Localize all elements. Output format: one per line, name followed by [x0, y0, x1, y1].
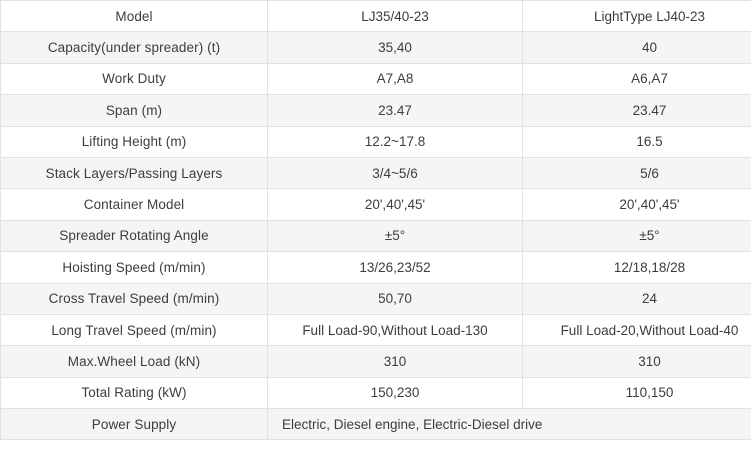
table-row: [1, 95, 751, 126]
row-label: Capacity(under spreader) (t): [1, 32, 268, 63]
row-value-model-a: A7,A8: [268, 63, 523, 94]
row-label: Hoisting Speed (m/min): [1, 252, 268, 283]
row-label: Container Model: [1, 189, 268, 220]
row-value-model-a: 310: [268, 346, 523, 377]
row-value-model-b: 5/6: [523, 157, 751, 188]
table-body: [1, 1, 751, 440]
row-value-model-b: A6,A7: [523, 63, 751, 94]
row-value-model-a: 20',40',45': [268, 189, 523, 220]
table-row: [1, 346, 751, 377]
row-label: Power Supply: [1, 409, 268, 440]
row-label: Stack Layers/Passing Layers: [1, 157, 268, 188]
table-row: [1, 189, 751, 220]
row-value-model-b: 23.47: [523, 95, 751, 126]
row-label: Max.Wheel Load (kN): [1, 346, 268, 377]
row-label: Model: [1, 1, 268, 32]
row-value-model-a: 12.2~17.8: [268, 126, 523, 157]
table-row: [1, 63, 751, 94]
row-value-model-a: 150,230: [268, 377, 523, 408]
row-label: Work Duty: [1, 63, 268, 94]
row-label: Long Travel Speed (m/min): [1, 314, 268, 345]
row-value-model-a: LJ35/40-23: [268, 1, 523, 32]
row-value-model-a: Full Load-90,Without Load-130: [268, 314, 523, 345]
table-row: [1, 220, 751, 251]
row-label: Span (m): [1, 95, 268, 126]
table-row: [1, 1, 751, 32]
table-row: [1, 283, 751, 314]
row-value-model-b: Full Load-20,Without Load-40: [523, 314, 751, 345]
row-value-model-b: 310: [523, 346, 751, 377]
row-value-model-b: ±5°: [523, 220, 751, 251]
row-value-model-a: 3/4~5/6: [268, 157, 523, 188]
row-value-merged: Electric, Diesel engine, Electric-Diesel drive: [268, 409, 751, 440]
table-row: [1, 126, 751, 157]
row-label: Lifting Height (m): [1, 126, 268, 157]
row-value-model-b: 16.5: [523, 126, 751, 157]
table-row: [1, 377, 751, 408]
table-row: [1, 314, 751, 345]
row-value-model-a: 50,70: [268, 283, 523, 314]
row-label: Spreader Rotating Angle: [1, 220, 268, 251]
row-value-model-b: 24: [523, 283, 751, 314]
row-value-model-b: 12/18,18/28: [523, 252, 751, 283]
row-value-model-b: 110,150: [523, 377, 751, 408]
row-value-model-b: 40: [523, 32, 751, 63]
row-label: Total Rating (kW): [1, 377, 268, 408]
row-value-model-b: LightType LJ40-23: [523, 1, 751, 32]
row-label: Cross Travel Speed (m/min): [1, 283, 268, 314]
table-row: [1, 252, 751, 283]
row-value-model-a: 23.47: [268, 95, 523, 126]
row-value-model-b: 20',40',45': [523, 189, 751, 220]
row-value-model-a: 13/26,23/52: [268, 252, 523, 283]
row-value-model-a: 35,40: [268, 32, 523, 63]
table-row: [1, 157, 751, 188]
table-row: [1, 409, 751, 440]
row-value-model-a: ±5°: [268, 220, 523, 251]
table-row: [1, 32, 751, 63]
